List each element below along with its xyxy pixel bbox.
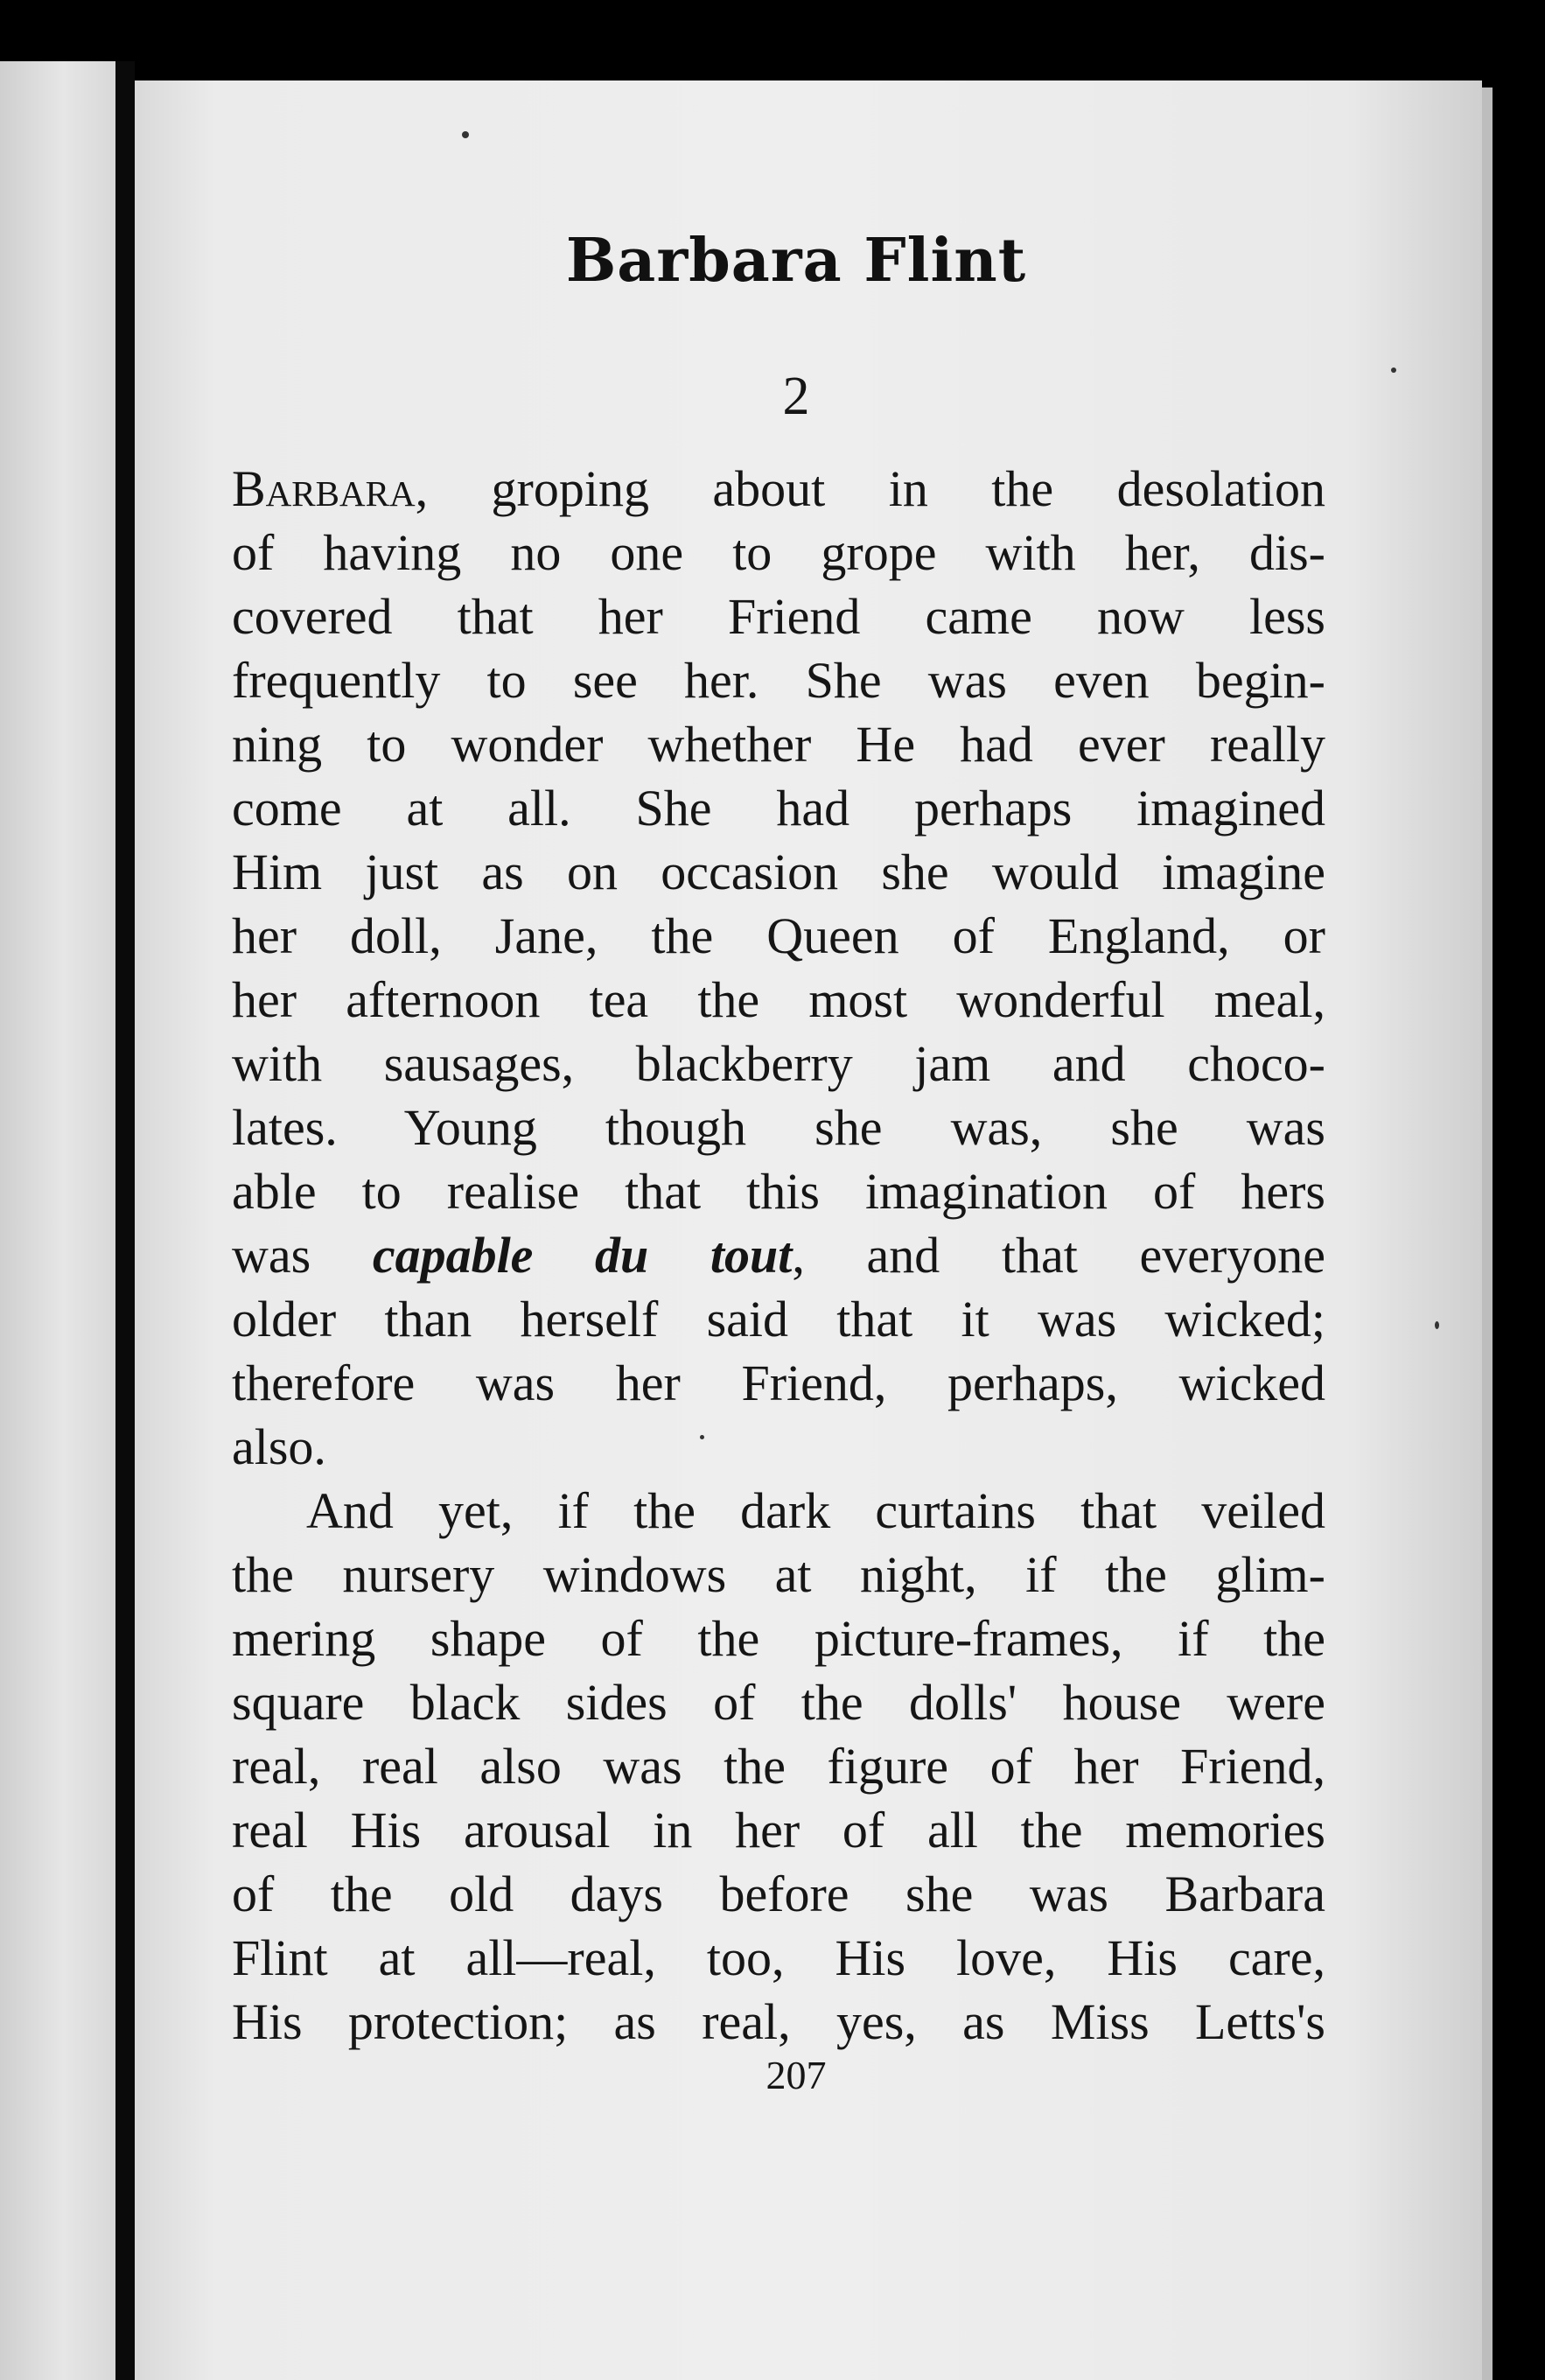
text-line: real His arousal in her of all the memories	[232, 1802, 1325, 1858]
text-line: her afternoon tea the most wonderful meal,	[232, 971, 1325, 1028]
text-line: mering shape of the picture-frames, if the	[232, 1610, 1325, 1667]
page-number: 207	[766, 2053, 827, 2097]
book-gutter	[115, 61, 135, 2380]
text-line: also.	[232, 1418, 326, 1475]
scan-speck	[462, 131, 469, 138]
text-line: lates. Young though she was, she was	[232, 1099, 1325, 1156]
italic-phrase: capable du tout	[372, 1227, 793, 1284]
facing-page-edge	[0, 61, 115, 2380]
text-line: And yet, if the dark curtains that veiled	[306, 1482, 1325, 1539]
text-line: older than herself said that it was wicked;	[232, 1291, 1325, 1348]
opening-word: Barbara	[232, 460, 416, 517]
text-line	[232, 1227, 1326, 1284]
text-line: her doll, Jane, the Queen of England, or	[232, 907, 1325, 964]
text-line: the nursery windows at night, if the glim-	[232, 1546, 1325, 1603]
text-line: able to realise that this imagination of hers	[232, 1163, 1325, 1220]
text-line: therefore was her Friend, perhaps, wicked	[232, 1354, 1325, 1411]
text-line: Him just as on occasion she would imagine	[232, 844, 1325, 900]
section-number: 2	[782, 367, 810, 426]
scan-speck	[1391, 368, 1396, 373]
line-text: was	[232, 1227, 373, 1284]
page-edge	[1482, 88, 1493, 2380]
running-head: Barbara Flint	[565, 226, 1027, 296]
line-text: , groping about in the desolation	[415, 460, 1325, 517]
text-line	[232, 460, 1325, 517]
text-line: with sausages, blackberry jam and choco-	[232, 1035, 1325, 1092]
text-line: real, real also was the figure of her Friend,	[232, 1738, 1325, 1795]
text-line: Flint at all—real, too, His love, His care,	[232, 1929, 1325, 1986]
text-line: covered that her Friend came now less	[232, 588, 1325, 645]
text-line: of the old days before she was Barbara	[232, 1866, 1325, 1922]
scan-speck	[700, 1435, 704, 1439]
text-line: His protection; as real, yes, as Miss Letts's	[232, 1993, 1325, 2050]
text-line: frequently to see her. She was even begin-	[232, 652, 1325, 709]
text-line: ning to wonder whether He had ever really	[232, 716, 1325, 773]
line-text: , and that everyone	[792, 1227, 1326, 1284]
scan-border	[1493, 88, 1545, 2380]
scan-speck	[1435, 1321, 1439, 1329]
text-line: square black sides of the dolls' house were	[232, 1674, 1325, 1731]
text-line: come at all. She had perhaps imagined	[232, 780, 1325, 836]
text-line: of having no one to grope with her, dis-	[232, 524, 1325, 581]
